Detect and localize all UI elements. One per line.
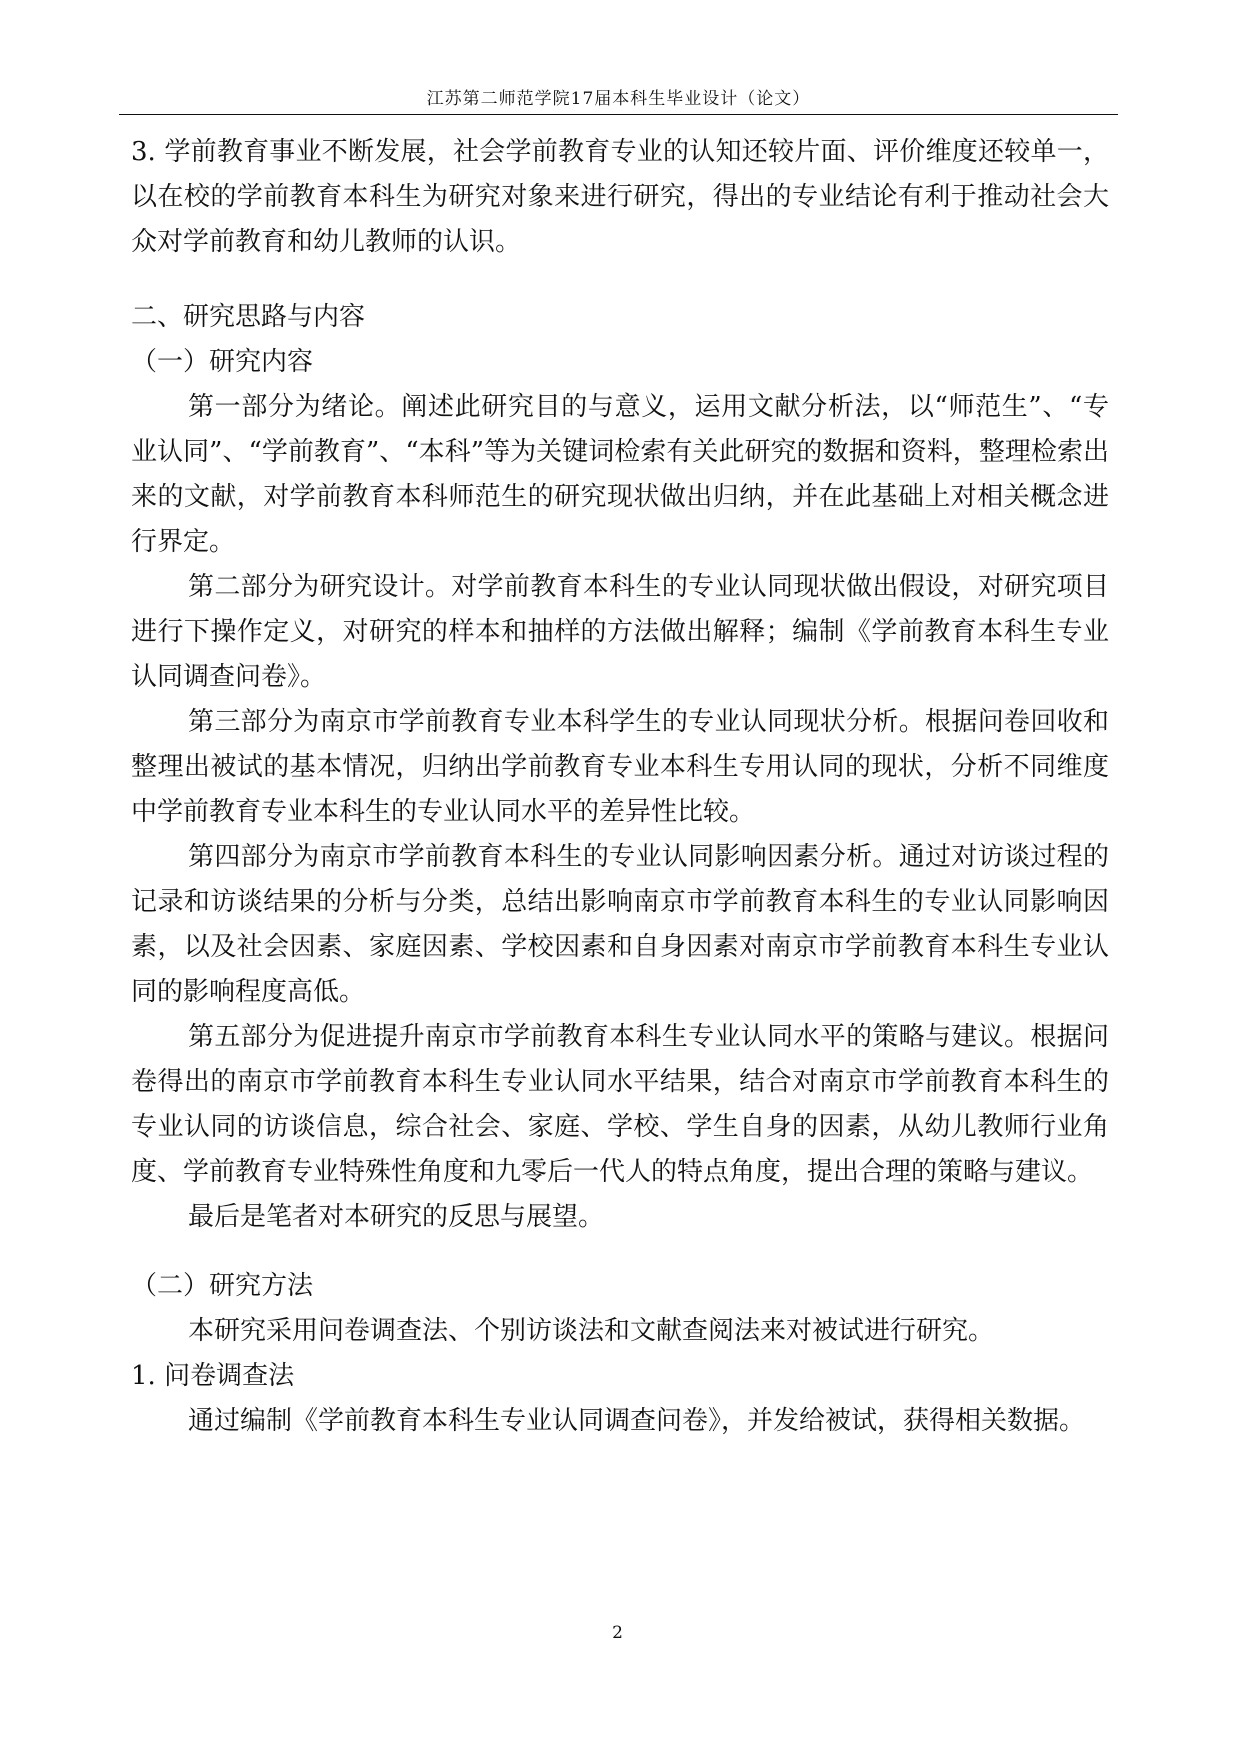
paragraph-part-2: 第二部分为研究设计。对学前教育本科生的专业认同现状做出假设，对研究项目进行下操作定义，对研究的样本和抽样的方法做出解释；编制《学前教育本科生专业认同调查问卷》。 bbox=[131, 572, 1109, 692]
paragraph-point-3: 3. 学前教育事业不断发展，社会学前教育专业的认知还较片面、评价维度还较单一，以在校的学前教育本科生为研究对象来进行研究，得出的专业结论有利于推动社会大众对学前教育和幼儿教师的认识。 bbox=[131, 137, 1109, 257]
paragraph-closing: 最后是笔者对本研究的反思与展望。 bbox=[188, 1202, 605, 1232]
paragraph-part-4: 第四部分为南京市学前教育本科生的专业认同影响因素分析。通过对访谈过程的记录和访谈结果的分析与分类，总结出影响南京市学前教育本科生的专业认同影响因素，以及社会因素、家庭因素、学校因素和自身因素对南京市学前教育本科生专业认同的影响程度高低。 bbox=[131, 842, 1109, 1007]
document-body bbox=[131, 130, 1109, 1444]
page-number: 2 bbox=[612, 1623, 623, 1643]
method-heading-questionnaire: 1. 问卷调查法 bbox=[131, 1361, 295, 1391]
paragraph-methods-intro: 本研究采用问卷调查法、个别访谈法和文献查阅法来对被试进行研究。 bbox=[188, 1316, 995, 1346]
paragraph-questionnaire-method: 通过编制《学前教育本科生专业认同调查问卷》，并发给被试，获得相关数据。 bbox=[188, 1406, 1086, 1436]
header-divider bbox=[119, 114, 1118, 115]
subsection-heading-research-content: （一）研究内容 bbox=[131, 347, 314, 377]
section-heading-research-approach: 二、研究思路与内容 bbox=[131, 302, 366, 332]
subsection-heading-research-methods: （二）研究方法 bbox=[131, 1271, 314, 1301]
paragraph-part-5: 第五部分为促进提升南京市学前教育本科生专业认同水平的策略与建议。根据问卷得出的南京市学前教育本科生专业认同水平结果，结合对南京市学前教育本科生的专业认同的访谈信息，综合社会、家庭、学校、学生自身的因素，从幼儿教师行业角度、学前教育专业特殊性角度和九零后一代人的特点角度，提出合理的策略与建议。 bbox=[131, 1022, 1109, 1187]
paragraph-part-1: 第一部分为绪论。阐述此研究目的与意义，运用文献分析法，以“师范生”、“专业认同”、“学前教育”、“本科”等为关键词检索有关此研究的数据和资料，整理检索出来的文献，对学前教育本科师范生的研究现状做出归纳，并在此基础上对相关概念进行界定。 bbox=[131, 392, 1109, 557]
page-header: 江苏第二师范学院17届本科生毕业设计（论文） bbox=[426, 89, 811, 109]
paragraph-part-3: 第三部分为南京市学前教育专业本科学生的专业认同现状分析。根据问卷回收和整理出被试的基本情况，归纳出学前教育专业本科生专用认同的现状，分析不同维度中学前教育专业本科生的专业认同水平的差异性比较。 bbox=[131, 707, 1109, 827]
